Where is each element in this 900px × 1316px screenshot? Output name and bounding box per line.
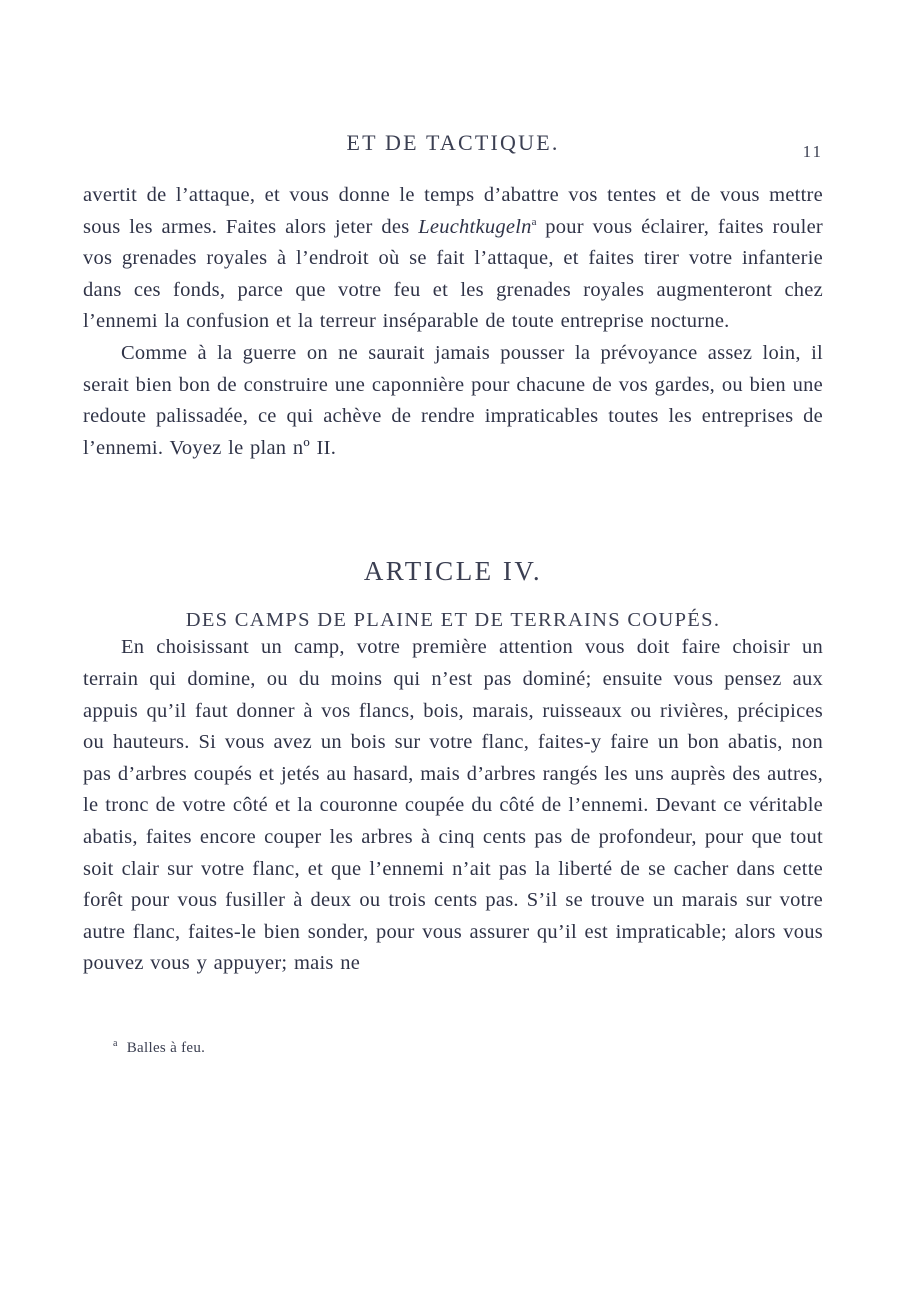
paragraph-text-before-italic: avertit de l’attaque, et vous donne le temps d’abattre vos tentes et de vous mettre sous les armes. Faites alors jeter des [83,184,823,238]
running-head [83,130,823,164]
article-subtitle: DES CAMPS DE PLAINE ET DE TERRAINS COUPÉS. [185,609,721,632]
paragraph-two: Comme à la guerre on ne saurait jamais pousser la prévoyance assez loin, il serait bien bon de construire une caponnière pour chacune de vos gardes, ou bien une redoute palissadée, ce qui achève de rendre impraticables toutes les entreprises de l’ennemi. Voyez le plan nº II. [83,341,823,459]
page-number: 11 [802,142,823,161]
footnote-reference: a [531,215,537,228]
page-content [83,130,823,980]
article-heading [83,556,823,587]
footnote [113,1040,205,1057]
paragraph-continuation [83,180,823,338]
article-title: ARTICLE IV. [363,556,543,587]
section-paragraph-one: En choisissant un camp, votre première attention vous doit faire choisir un terrain qui domine, ou du moins qui n’est pas dominé; ensuite vous pensez aux appuis qu’il faut donner à vos flancs, bois, marais, ruisseaux ou rivières, précipices ou hauteurs. Si vous avez un bois sur votre flanc, faites-y faire un bon abatis, non pas d’arbres coupés et jetés au hasard, mais d’arbres rangés les uns auprès des autres, le tronc de votre côté et la couronne coupée du côté de l’ennemi. Devant ce véritable abatis, faites encore couper les arbres à cinq cents pas de profondeur, pour que tout soit clair sur votre flanc, et que l’ennemi n’ait pas la liberté de se cacher dans cette forêt pour vous fusiller à deux ou trois cents pas. S’il se trouve un marais sur votre autre flanc, faites-le bien sonder, pour vous assurer qu’il est impraticable; alors vous pouvez vous y appuyer; mais ne [83,636,823,975]
paragraph-text-after-italic: pour vous éclairer, faites rouler vos grenades royales à l’endroit où se fait l’attaque, et faites tirer votre infanterie dans ces fonds, parce que votre feu et les grenades royales augmenteront chez l’ennemi la confusion et la terreur inséparable de toute entreprise nocturne. [83,215,823,333]
italic-term: Leuchtkugeln [418,215,532,238]
footnote-marker: a [113,1038,118,1049]
running-title: ET DE TACTIQUE. [346,130,560,155]
footnote-text: Balles à feu. [126,1040,206,1056]
